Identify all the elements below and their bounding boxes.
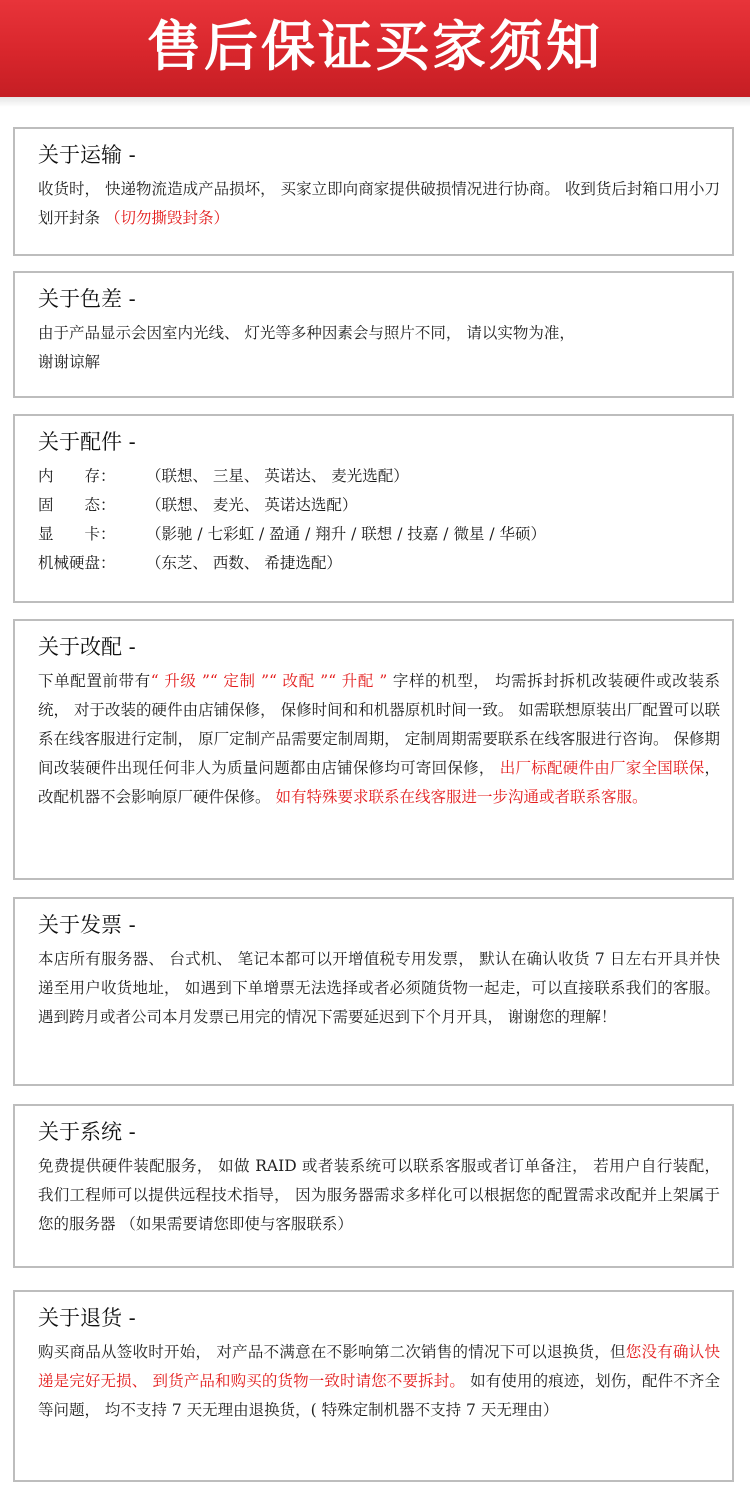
section-title: 关于色差 - — [38, 287, 136, 311]
returns-text-1: 购买商品从签收时开始， 对产品不满意在不影响第二次销售的情况下可以退换货，但 — [38, 1343, 626, 1361]
parts-value: （联想、 麦光、 英诺达选配） — [146, 496, 358, 514]
section-color-difference — [13, 271, 734, 398]
section-title: 关于改配 - — [38, 635, 136, 659]
section-system — [13, 1104, 734, 1268]
returns-warning: 您没有确认快递是完好无损、 到货产品和购买的货物一致时请您不要拆封。 — [38, 1343, 720, 1390]
parts-row-hdd — [38, 549, 720, 578]
section-title: 关于退货 - — [38, 1306, 136, 1330]
parts-label: 机械硬盘： — [38, 554, 116, 572]
section-text — [38, 667, 720, 812]
section-text — [38, 319, 720, 377]
parts-label: 内 存： — [38, 467, 116, 485]
section-title: 关于配件 - — [38, 430, 136, 454]
returns-text-2: 如有使用的痕迹，划伤，配件不齐全等问题， 均不支持 7 天无理由退换货，( 特殊定制机器不支持 7 天无理由） — [38, 1372, 720, 1419]
section-parts — [13, 414, 734, 603]
header-banner — [0, 0, 750, 97]
parts-label: 显 卡： — [38, 525, 116, 543]
parts-row-memory — [38, 462, 720, 491]
modify-contact-note: 如有特殊要求联系在线客服进一步沟通或者联系客服。 — [275, 788, 648, 806]
page-title: 售后保证买家须知 — [147, 15, 603, 78]
modify-text-2: 字样的机型， 均需拆封拆机改装硬件或改装系统， 对于改装的硬件由店铺保修， 保修时间和和机器原机时间一致。 如需联想原装出厂配置可以联系在线客服进行定制， 原厂定制产品需要定制周期， 定制周期需要联系在线客服进行咨询。 保修期间改装硬件出现任何非人为质量问题都由店铺保修均可寄回保修， — [38, 672, 720, 777]
parts-label: 固 态： — [38, 496, 116, 514]
section-text: 免费提供硬件装配服务， 如做 RAID 或者装系统可以联系客服或者订单备注， 若用户自行装配， 我们工程师可以提供远程技术指导， 因为服务器需求多样化可以根据您的配置需求改配并上架属于您的服务器 （如果需要请您即使与客服联系） — [38, 1157, 721, 1233]
section-title: 关于系统 - — [38, 1120, 136, 1144]
modify-keywords: “ 升级 ”“ 定制 ”“ 改配 ”“ 升配 ” — [150, 672, 388, 690]
section-shipping — [13, 127, 734, 256]
parts-list — [38, 462, 720, 578]
section-text: 本店所有服务器、 台式机、 笔记本都可以开增值税专用发票， 默认在确认收货 7 日左右开具并快递至用户收货地址， 如遇到下单增票无法选择或者必须随货物一起走，可以直接联系我们的客服。 遇到跨月或者公司本月发票已用完的情况下需要延迟到下个月开具， 谢谢您的理解！ — [38, 950, 720, 1026]
section-title: 关于发票 - — [38, 913, 136, 937]
section-text — [38, 175, 720, 233]
section-title: 关于运输 - — [38, 143, 136, 167]
modify-text-1: 下单配置前带有 — [38, 672, 151, 690]
parts-value: （联想、 三星、 英诺达、 麦光选配） — [146, 467, 409, 485]
parts-row-gpu — [38, 520, 720, 549]
modify-warranty-note: 出厂标配硬件由厂家全国联保 — [499, 759, 705, 777]
parts-value: （影驰 / 七彩虹 / 盈通 / 翔升 / 联想 / 技嘉 / 微星 / 华硕） — [146, 525, 547, 543]
parts-value: （东芝、 西数、 希捷选配） — [146, 554, 342, 572]
shipping-warning: （切勿撕毁封条） — [104, 209, 229, 227]
modify-text-3: ， 改配机器不会影响原厂硬件保修。 — [38, 759, 720, 806]
section-text — [38, 1338, 720, 1425]
color-diff-line-2: 谢谢谅解 — [38, 353, 101, 371]
section-invoice — [13, 897, 734, 1086]
color-diff-line-1: 由于产品显示会因室内光线、 灯光等多种因素会与照片不同， 请以实物为准， — [38, 324, 575, 342]
parts-row-ssd — [38, 491, 720, 520]
shipping-text: 收货时， 快递物流造成产品损坏， 买家立即向商家提供破损情况进行协商。 收到货后封箱口用小刀划开封条 — [38, 180, 720, 227]
section-modification — [13, 619, 734, 880]
section-returns — [13, 1290, 734, 1482]
